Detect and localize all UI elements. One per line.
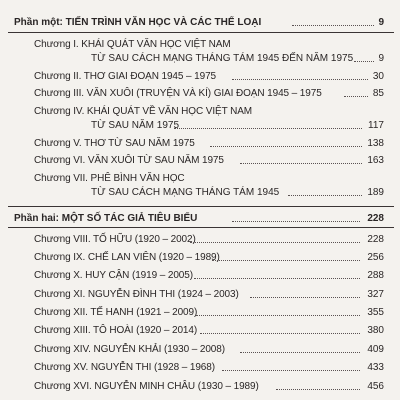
page-number: 380 [367, 325, 384, 336]
page-number: 409 [367, 344, 384, 355]
leader-dots [190, 242, 360, 243]
page-number: 327 [367, 289, 384, 300]
leader-dots [200, 333, 360, 334]
leader-dots [288, 195, 362, 196]
chapter-title: Chương XII. TẾ HANH (1921 – 2009) [34, 307, 198, 318]
part-title: Phần hai: MỘT SỐ TÁC GIẢ TIÊU BIỂU [14, 213, 198, 224]
chapter-title: Chương VI. VĂN XUÔI TỪ SAU NĂM 1975 [34, 155, 224, 166]
leader-dots [240, 352, 360, 353]
leader-dots [354, 61, 374, 62]
page-number: 256 [367, 252, 384, 263]
chapter-title: Chương XVI. NGUYỄN MINH CHÂU (1930 – 1989) [34, 381, 259, 392]
page-number: 9 [378, 53, 384, 64]
chapter-title: Chương XI. NGUYỄN ĐÌNH THI (1924 – 2003) [34, 289, 239, 300]
divider [8, 206, 394, 207]
divider [8, 32, 394, 33]
leader-dots [344, 96, 368, 97]
chapter-title: Chương XV. NGUYỄN THI (1928 – 1968) [34, 362, 215, 373]
leader-dots [232, 221, 360, 222]
page-number: 30 [372, 71, 384, 82]
page-number: 228 [367, 213, 384, 224]
leader-dots [210, 146, 362, 147]
page-number: 228 [367, 234, 384, 245]
part-title: Phần một: TIẾN TRÌNH VĂN HỌC VÀ CÁC THỂ LOẠI [14, 17, 262, 28]
page-number: 355 [367, 307, 384, 318]
chapter-title: Chương VIII. TỐ HỮU (1920 – 2002) [34, 234, 196, 245]
chapter-title: Chương I. KHÁI QUÁT VĂN HỌC VIỆT NAM [34, 39, 231, 50]
page-number: 163 [367, 155, 384, 166]
chapter-title: Chương IX. CHẾ LAN VIÊN (1920 – 1989) [34, 252, 220, 263]
chapter-title: Chương VII. PHÊ BÌNH VĂN HỌC [34, 173, 185, 184]
leader-dots [240, 163, 362, 164]
leader-dots [276, 389, 360, 390]
leader-dots [250, 297, 360, 298]
page-number: 85 [372, 88, 384, 99]
page-number: 433 [367, 362, 384, 373]
leader-dots [292, 25, 374, 26]
chapter-title-line2: TỪ SAU CÁCH MẠNG THÁNG TÁM 1945 [91, 187, 280, 198]
chapter-title: Chương X. HUY CẬN (1919 – 2005) [34, 270, 193, 281]
chapter-title: Chương XIV. NGUYỄN KHẢI (1930 – 2008) [34, 344, 225, 355]
leader-dots [232, 79, 368, 80]
leader-dots [196, 315, 360, 316]
chapter-title: Chương XIII. TÔ HOÀI (1920 – 2014) [34, 325, 198, 336]
leader-dots [194, 278, 360, 279]
chapter-title: Chương V. THƠ TỪ SAU NĂM 1975 [34, 138, 195, 149]
page-number: 456 [367, 381, 384, 392]
page-number: 189 [367, 187, 384, 198]
divider [8, 227, 394, 228]
page-number: 138 [367, 138, 384, 149]
page-number: 288 [367, 270, 384, 281]
leader-dots [212, 260, 360, 261]
chapter-title: Chương II. THƠ GIAI ĐOẠN 1945 – 1975 [34, 71, 217, 82]
chapter-title: Chương III. VĂN XUÔI (TRUYỆN VÀ KÍ) GIAI ĐOẠN 1945 – 1975 [34, 88, 322, 99]
page-number: 117 [368, 120, 384, 131]
chapter-title-line2: TỪ SAU CÁCH MẠNG THÁNG TÁM 1945 ĐẾN NĂM 1975 [91, 53, 354, 64]
leader-dots [174, 128, 362, 129]
page-number: 9 [378, 17, 384, 28]
chapter-title: Chương IV. KHÁI QUÁT VỀ VĂN HỌC VIỆT NAM [34, 106, 253, 117]
leader-dots [222, 370, 360, 371]
chapter-title-line2: TỪ SAU NĂM 1975 [91, 120, 180, 131]
